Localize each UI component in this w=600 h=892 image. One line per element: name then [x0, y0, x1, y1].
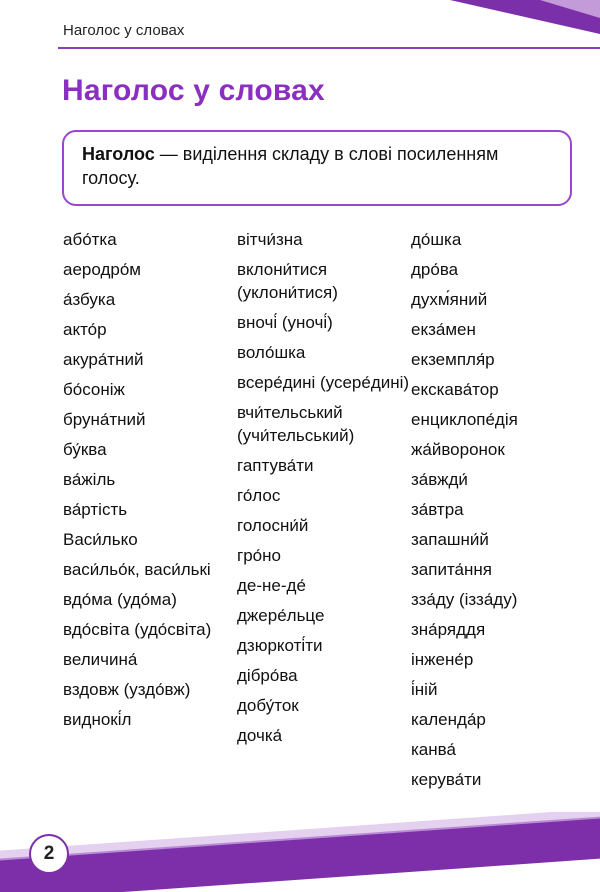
word-item: вклони́тися (уклони́тися) — [237, 260, 338, 302]
word-item: бруна́тний — [63, 410, 146, 429]
word-item: васи́льо́к, васи́лькі — [63, 560, 211, 579]
word-item: дро́ва — [411, 260, 459, 279]
word-item: добу́ток — [237, 696, 299, 715]
word-item: ва́ртість — [63, 500, 128, 519]
word-item: інжене́р — [411, 650, 474, 669]
word-item: вздовж (уздо́вж) — [63, 680, 191, 699]
definition-term: Наголос — [82, 144, 155, 164]
word-column-3 — [411, 228, 586, 798]
word-item: зна́ряддя — [411, 620, 486, 639]
page-number: 2 — [29, 834, 69, 874]
page-title: Наголос у словах — [62, 74, 325, 107]
word-item: запита́ння — [411, 560, 492, 579]
word-item: дочка́ — [237, 726, 283, 745]
word-item: духм́яний — [411, 290, 488, 309]
word-item: за́втра — [411, 500, 464, 519]
word-item: вдо́ма (удо́ма) — [63, 590, 177, 609]
word-item: акура́тний — [63, 350, 144, 369]
word-item: виднокі́л — [63, 710, 132, 729]
word-item: воло́шка — [237, 343, 306, 362]
word-item: до́шка — [411, 230, 462, 249]
word-item: голосни́й — [237, 516, 309, 535]
word-item: запашни́й — [411, 530, 489, 549]
word-item: жа́йворонок — [411, 440, 505, 459]
running-header: Наголос у словах — [63, 22, 185, 39]
word-item: всере́дині (усере́дині) — [237, 373, 410, 392]
footer-decoration — [0, 812, 600, 892]
word-item: акто́р — [63, 320, 107, 339]
word-item: вітчи́зна — [237, 230, 303, 249]
word-item: джере́льце — [237, 606, 325, 625]
word-item: величина́ — [63, 650, 138, 669]
word-item: або́тка — [63, 230, 117, 249]
word-item: і́ній — [411, 680, 438, 699]
word-item: гро́но — [237, 546, 281, 565]
word-item: де-не-де́ — [237, 576, 306, 595]
word-column-1 — [63, 228, 238, 738]
word-item: екза́мен — [411, 320, 476, 339]
word-item: бу́ква — [63, 440, 107, 459]
word-item: ва́жіль — [63, 470, 116, 489]
word-item: вчи́тельський (учи́тельський) — [237, 403, 355, 445]
header-rule — [58, 47, 600, 49]
word-item: за́вжди́ — [411, 470, 468, 489]
word-item: вдо́світа (удо́світа) — [63, 620, 212, 639]
word-item: канва́ — [411, 740, 456, 759]
definition-box — [62, 130, 572, 206]
definition-text: — виділення складу в слові посиленням голосу. — [82, 144, 499, 188]
word-item: бо́соніж — [63, 380, 125, 399]
word-item: зза́ду (ізза́ду) — [411, 590, 518, 609]
word-item: го́лос — [237, 486, 281, 505]
word-item: вночі́ (уночі́) — [237, 313, 333, 332]
word-column-2 — [237, 228, 412, 754]
word-item: Васи́лько — [63, 530, 138, 549]
word-item: екскава́тор — [411, 380, 499, 399]
word-item: дзюркоті́ти — [237, 636, 323, 655]
word-item: дібро́ва — [237, 666, 298, 685]
word-item: керува́ти — [411, 770, 482, 789]
word-item: аеродро́м — [63, 260, 141, 279]
word-item: а́збука — [63, 290, 116, 309]
corner-decoration-light — [540, 0, 600, 18]
word-item: календа́р — [411, 710, 486, 729]
word-item: гаптува́ти — [237, 456, 314, 475]
word-item: енциклопе́дія — [411, 410, 518, 429]
word-item: екземпля́р — [411, 350, 495, 369]
